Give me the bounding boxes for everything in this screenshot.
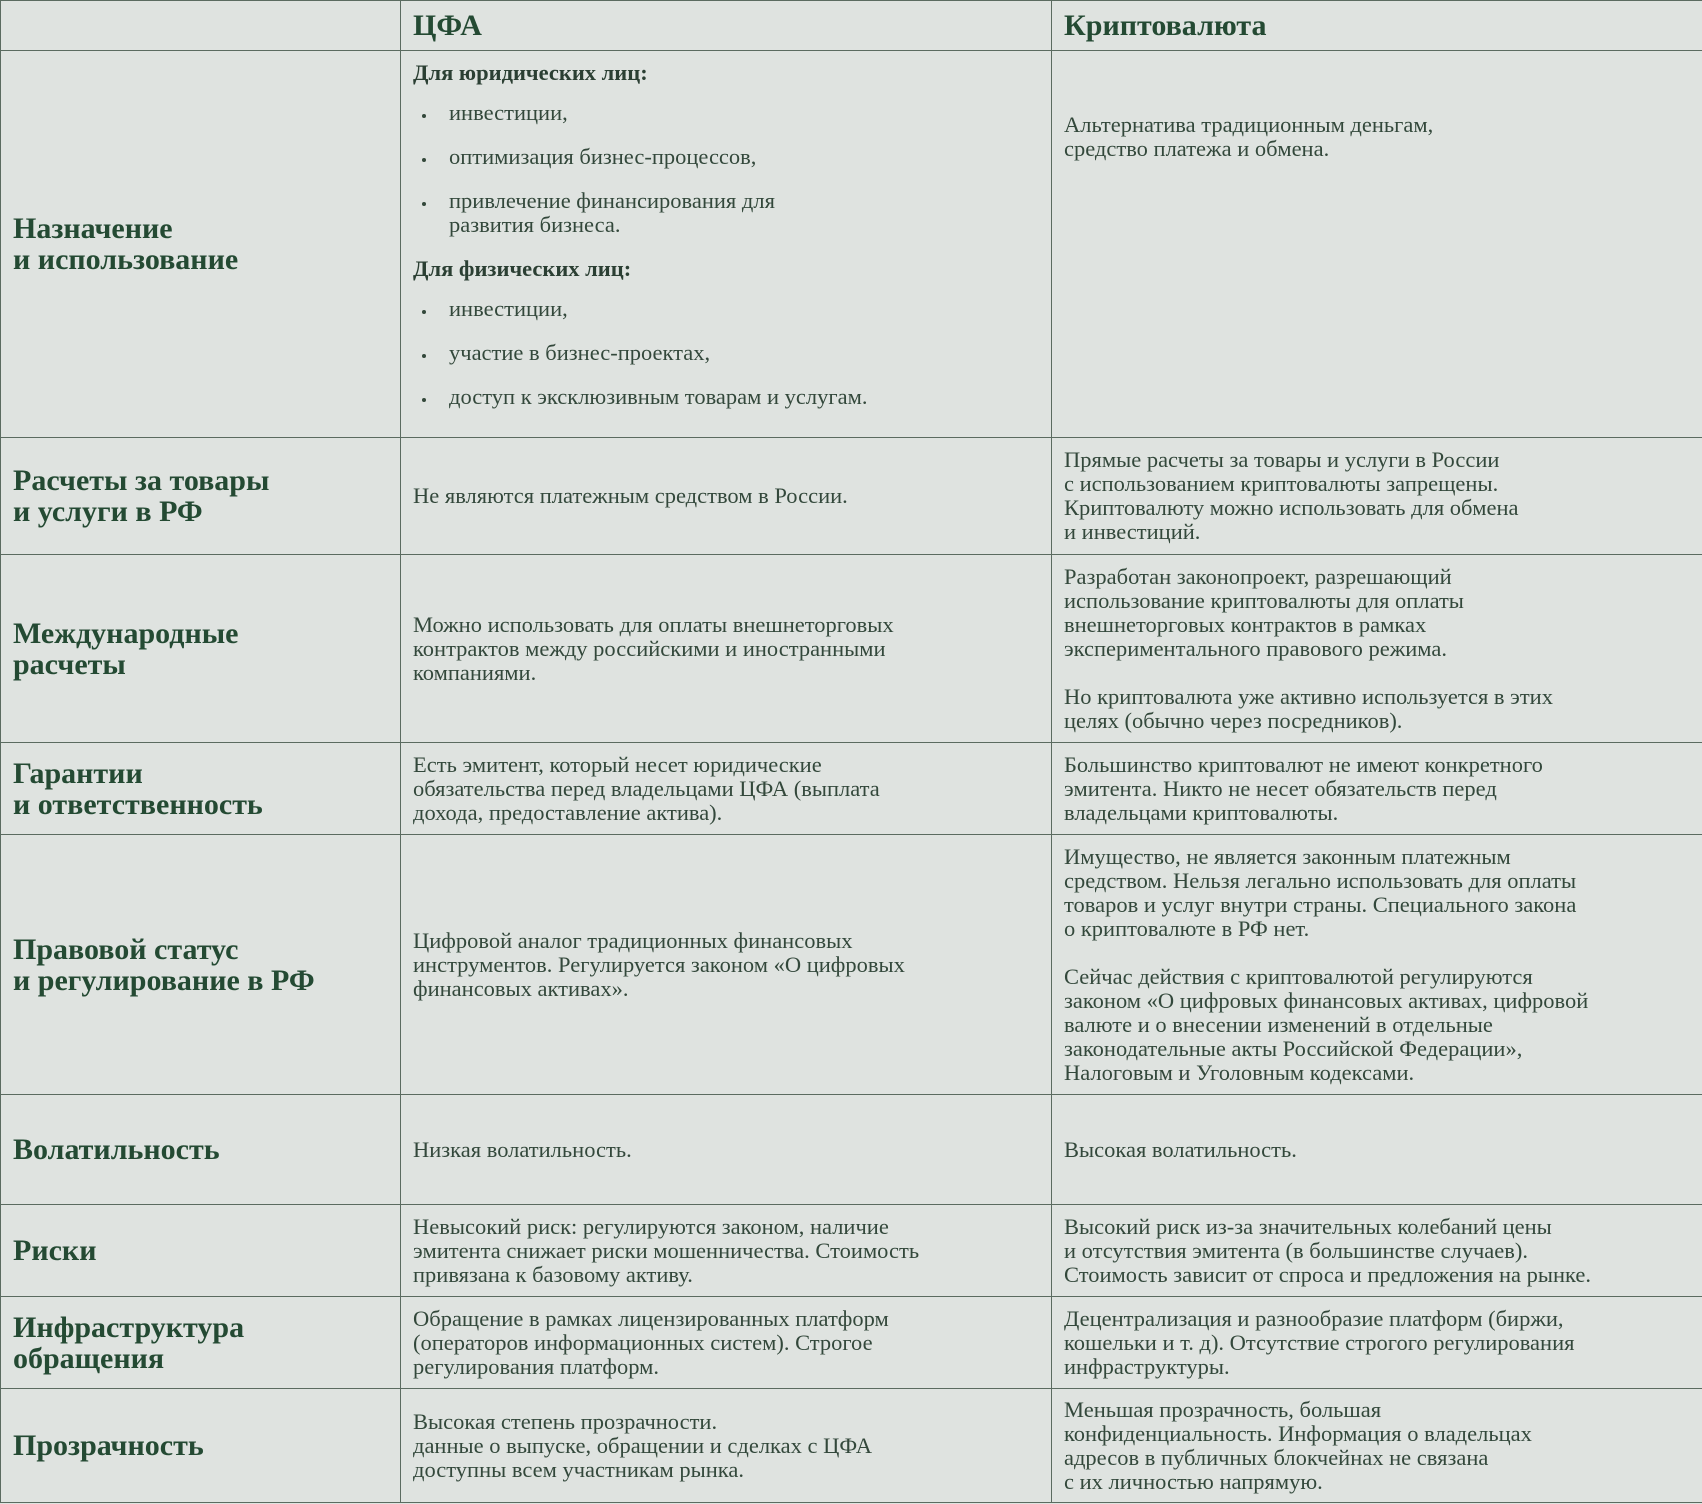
crypto-cell: Децентрализация и разнообразие платформ (биржи, кошельки и т. д). Отсутствие строгого регулирования инфраструктуры. — [1052, 1297, 1702, 1389]
header-empty — [1, 1, 401, 51]
table-row — [1, 51, 1702, 438]
row-label: Расчеты за товары и услуги в РФ — [1, 438, 401, 555]
crypto-cell — [1052, 555, 1702, 743]
paragraph-spacer — [1064, 941, 1690, 965]
crypto-cell — [1052, 835, 1702, 1095]
row-label: Гарантии и ответственность — [1, 743, 401, 835]
crypto-cell: Меньшая прозрачность, большая конфиденциальность. Информация о владельцах адресов в публичных блокчейнах не связана с их личностью напрямую. — [1052, 1389, 1702, 1503]
crypto-paragraph: Разработан законопроект, разрешающий использование криптовалюты для оплаты внешнеторговых контрактов в рамках экспериментального правового режима. — [1064, 563, 1464, 661]
row-label: Правовой статус и регулирование в РФ — [1, 835, 401, 1095]
table-row — [1, 555, 1702, 743]
crypto-cell: Большинство криптовалют не имеют конкретного эмитента. Никто не несет обязательств перед владельцами криптовалюты. — [1052, 743, 1702, 835]
cfa-cell: Можно использовать для оплаты внешнеторговых контрактов между российскими и иностранными компаниями. — [401, 555, 1052, 743]
crypto-cell: Высокая волатильность. — [1052, 1095, 1702, 1205]
list-item: • участие в бизнес-проектах, — [437, 341, 1039, 365]
list-item: • инвестиции, — [437, 101, 1039, 125]
cfa-cell: Невысокий риск: регулируются законом, наличие эмитента снижает риски мошенничества. Стоимость привязана к базовому активу. — [401, 1205, 1052, 1297]
crypto-paragraph: Но криптовалюта уже активно используется в этих целях (обычно через посредников). — [1064, 683, 1553, 733]
header-cfa: ЦФА — [401, 1, 1052, 51]
cfa-cell: Высокая степень прозрачности. данные о выпуске, обращении и сделках с ЦФА доступны всем участникам рынка. — [401, 1389, 1052, 1503]
cfa-cell: Не являются платежным средством в России. — [401, 438, 1052, 555]
legal-entities-list — [413, 101, 1039, 237]
legal-entities-title: Для юридических лиц: — [413, 60, 648, 85]
crypto-paragraph: Имущество, не является законным платежным средством. Нельзя легально использовать для оплаты товаров и услуг внутри страны. Специального закона о криптовалюте в РФ нет. — [1064, 843, 1577, 941]
row-label: Назначение и использование — [1, 51, 401, 438]
cfa-cell: Есть эмитент, который несет юридические обязательства перед владельцами ЦФА (выплата дохода, предоставление актива). — [401, 743, 1052, 835]
row-label: Риски — [1, 1205, 401, 1297]
cfa-cell: Цифровой аналог традиционных финансовых инструментов. Регулируется законом «О цифровых финансовых активах». — [401, 835, 1052, 1095]
table-row — [1, 1297, 1702, 1389]
table-row — [1, 743, 1702, 835]
table-row — [1, 438, 1702, 555]
list-item: • привлечение финансирования для развития бизнеса. — [437, 189, 1039, 237]
list-item: • инвестиции, — [437, 297, 1039, 321]
list-item: • оптимизация бизнес-процессов, — [437, 145, 1039, 169]
crypto-cell: Высокий риск из-за значительных колебаний цены и отсутствия эмитента (в большинстве случаев). Стоимость зависит от спроса и предложения на рынке. — [1052, 1205, 1702, 1297]
table-row — [1, 1205, 1702, 1297]
paragraph-spacer — [1064, 661, 1690, 685]
crypto-cell: Прямые расчеты за товары и услуги в России с использованием криптовалюты запрещены. Криптовалюту можно использовать для обмена и инвестиций. — [1052, 438, 1702, 555]
row-label: Инфраструктура обращения — [1, 1297, 401, 1389]
row-label: Международные расчеты — [1, 555, 401, 743]
header-row — [1, 1, 1702, 51]
list-item: • доступ к эксклюзивным товарам и услугам. — [437, 385, 1039, 409]
cfa-cell: Обращение в рамках лицензированных платформ (операторов информационных систем). Строгое регулирования платформ. — [401, 1297, 1052, 1389]
table-row — [1, 835, 1702, 1095]
row-label: Прозрачность — [1, 1389, 401, 1503]
crypto-cell: Альтернатива традиционным деньгам, средство платежа и обмена. — [1052, 51, 1702, 438]
individuals-list — [413, 297, 1039, 409]
table-row — [1, 1389, 1702, 1503]
individuals-title: Для физических лиц: — [413, 256, 632, 281]
cfa-cell: Низкая волатильность. — [401, 1095, 1052, 1205]
crypto-paragraph: Сейчас действия с криптовалютой регулируются законом «О цифровых финансовых активах, цифровой валюте и о внесении изменений в отдельные законодательные акты Российской Федерации», Налоговым и Уголовным кодексами. — [1064, 963, 1589, 1085]
cfa-cell — [401, 51, 1052, 438]
header-crypto: Криптовалюта — [1052, 1, 1702, 51]
table-row — [1, 1095, 1702, 1205]
row-label: Волатильность — [1, 1095, 401, 1205]
